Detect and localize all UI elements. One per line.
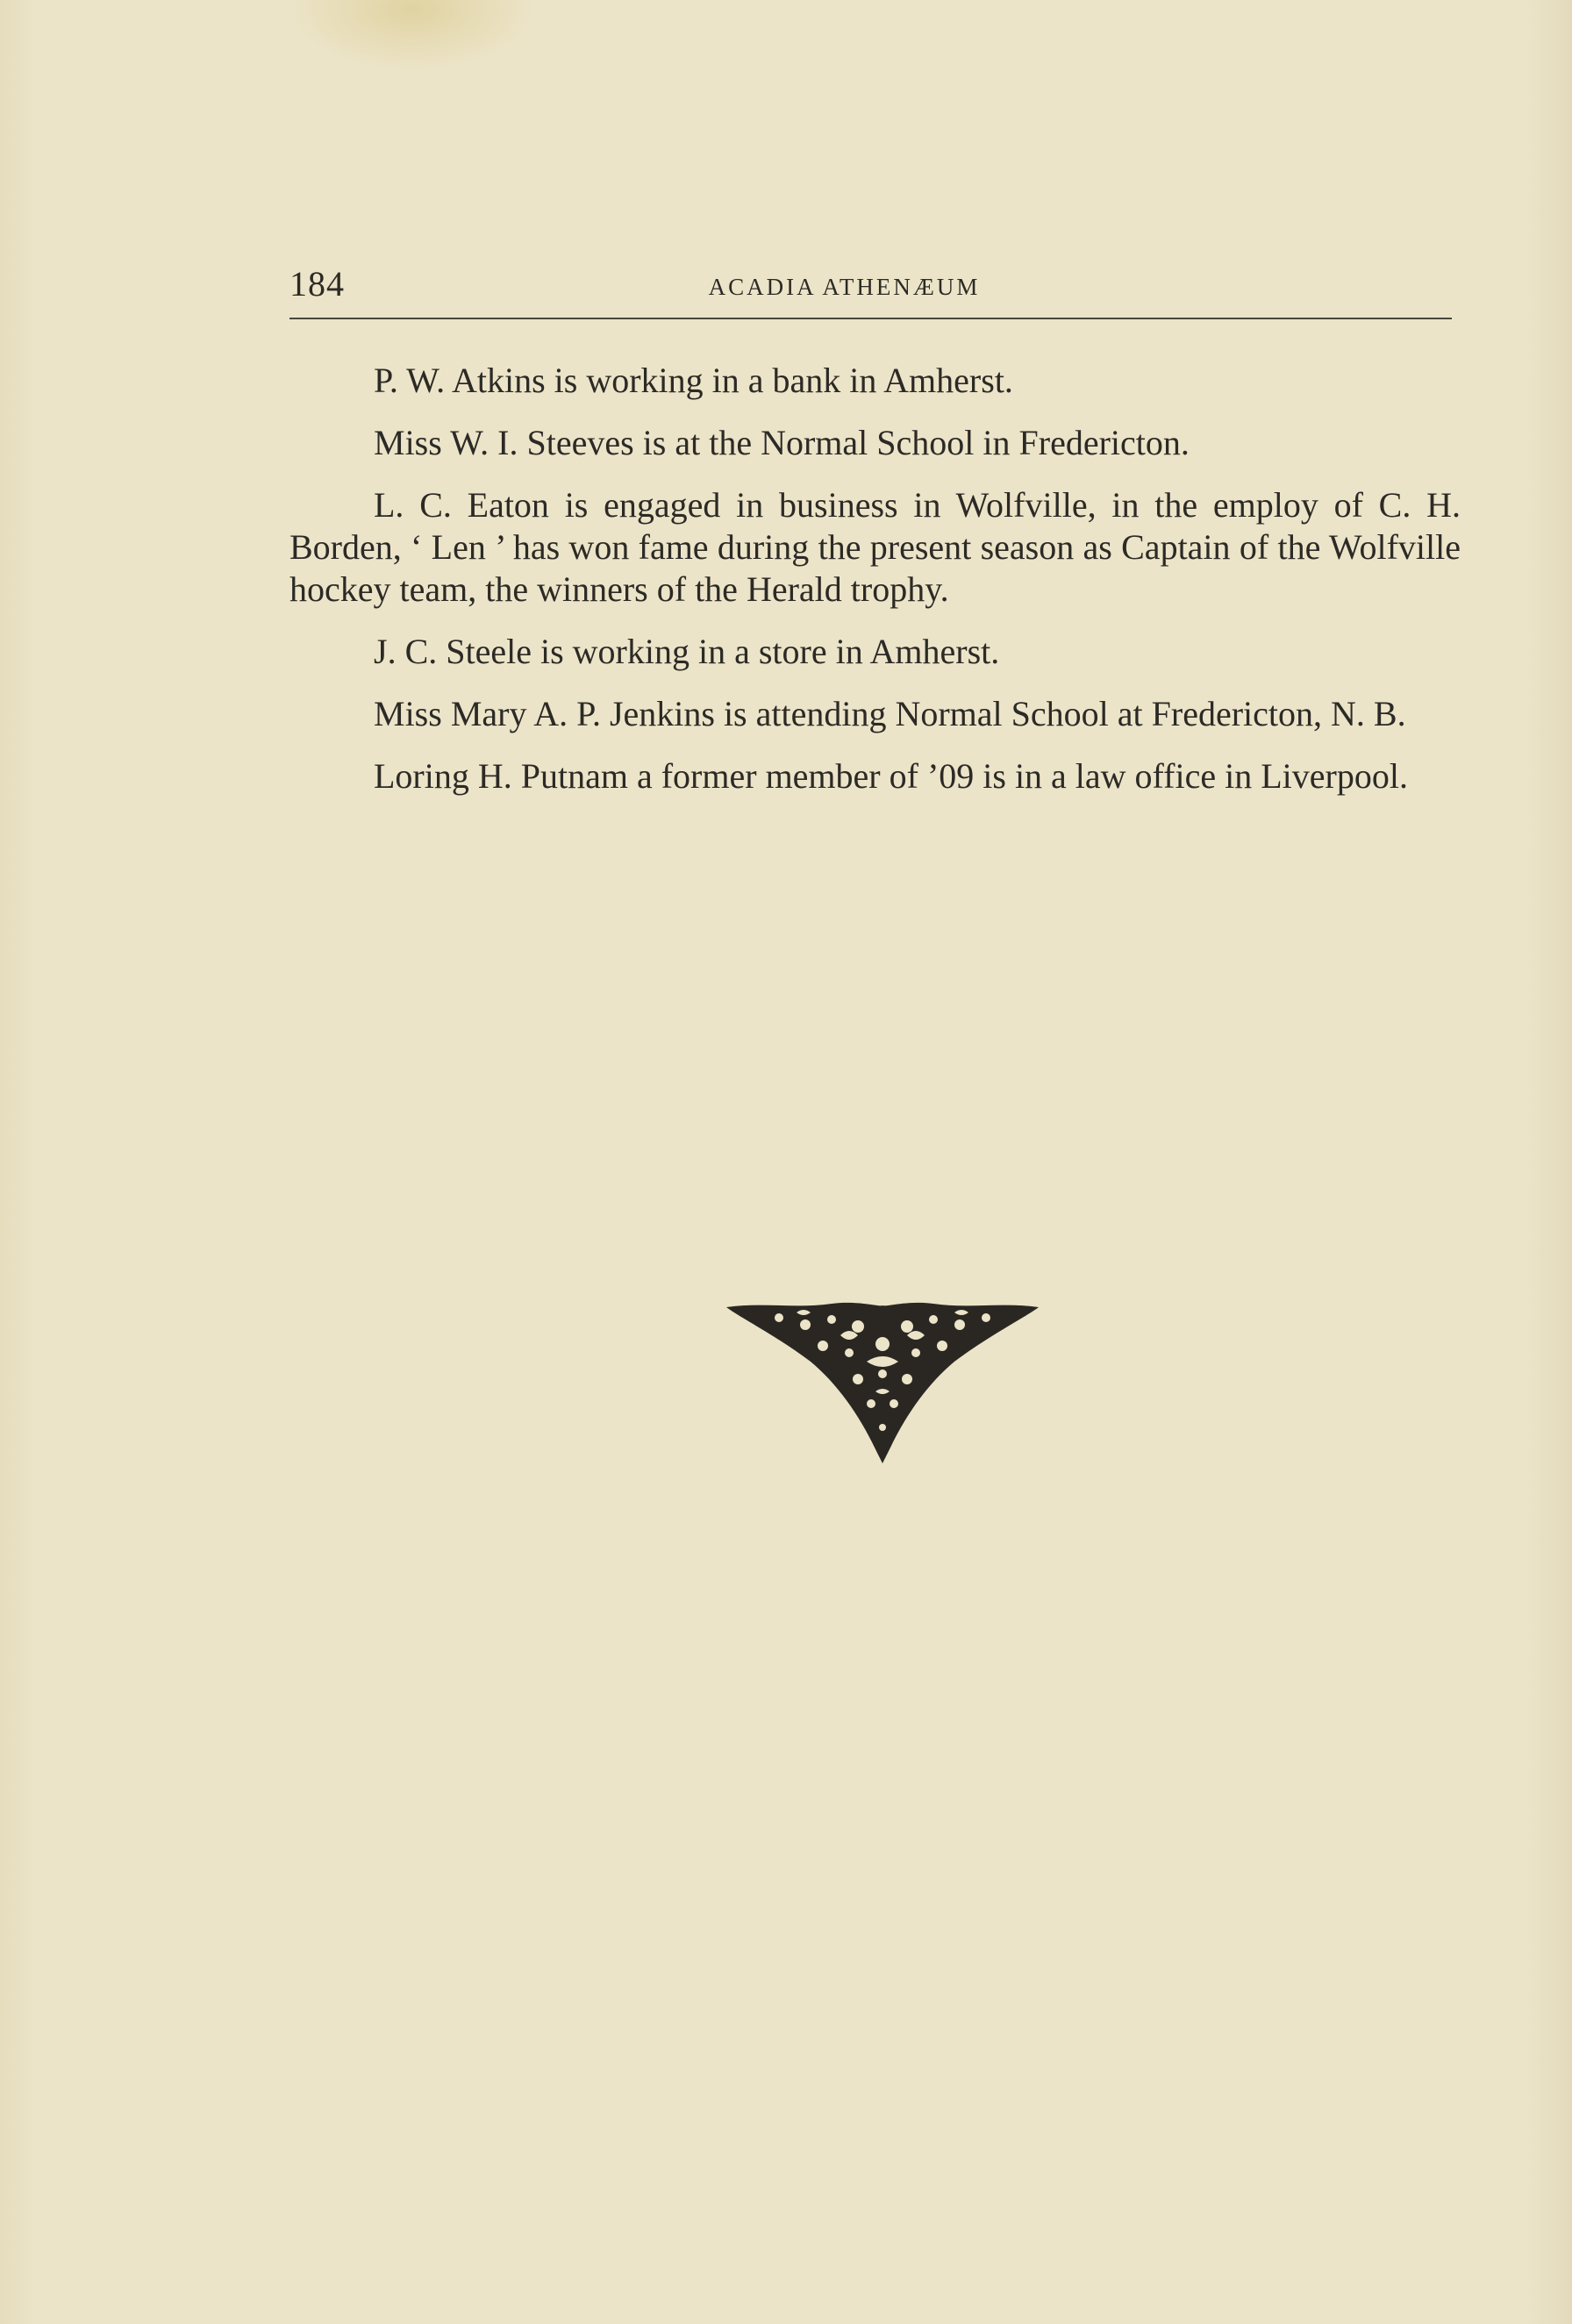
alumni-notes — [289, 360, 1461, 818]
floral-triangle-ornament-icon — [726, 1300, 1039, 1463]
running-head — [289, 263, 1452, 316]
note-paragraph: L. C. Eaton is engaged in business in Wolfville, in the employ of C. H. Borden, ‘ Len ’ has won fame during the present season as Captain of the Wolfville hockey team, the winners of the Herald trophy. — [289, 485, 1461, 609]
note-paragraph: P. W. Atkins is working in a bank in Amherst. — [374, 361, 1013, 400]
note-paragraph: Miss Mary A. P. Jenkins is attending Normal School at Fredericton, N. B. — [374, 694, 1406, 733]
journal-title: ACADIA ATHENÆUM — [708, 274, 981, 300]
note-paragraph: Loring H. Putnam a former member of ’09 is in a law office in Liverpool. — [374, 756, 1408, 796]
page-number: 184 — [289, 264, 345, 304]
header-rule — [289, 318, 1452, 319]
note-paragraph: Miss W. I. Steeves is at the Normal School in Fredericton. — [374, 423, 1190, 462]
note-paragraph: J. C. Steele is working in a store in Amherst. — [374, 632, 1000, 671]
